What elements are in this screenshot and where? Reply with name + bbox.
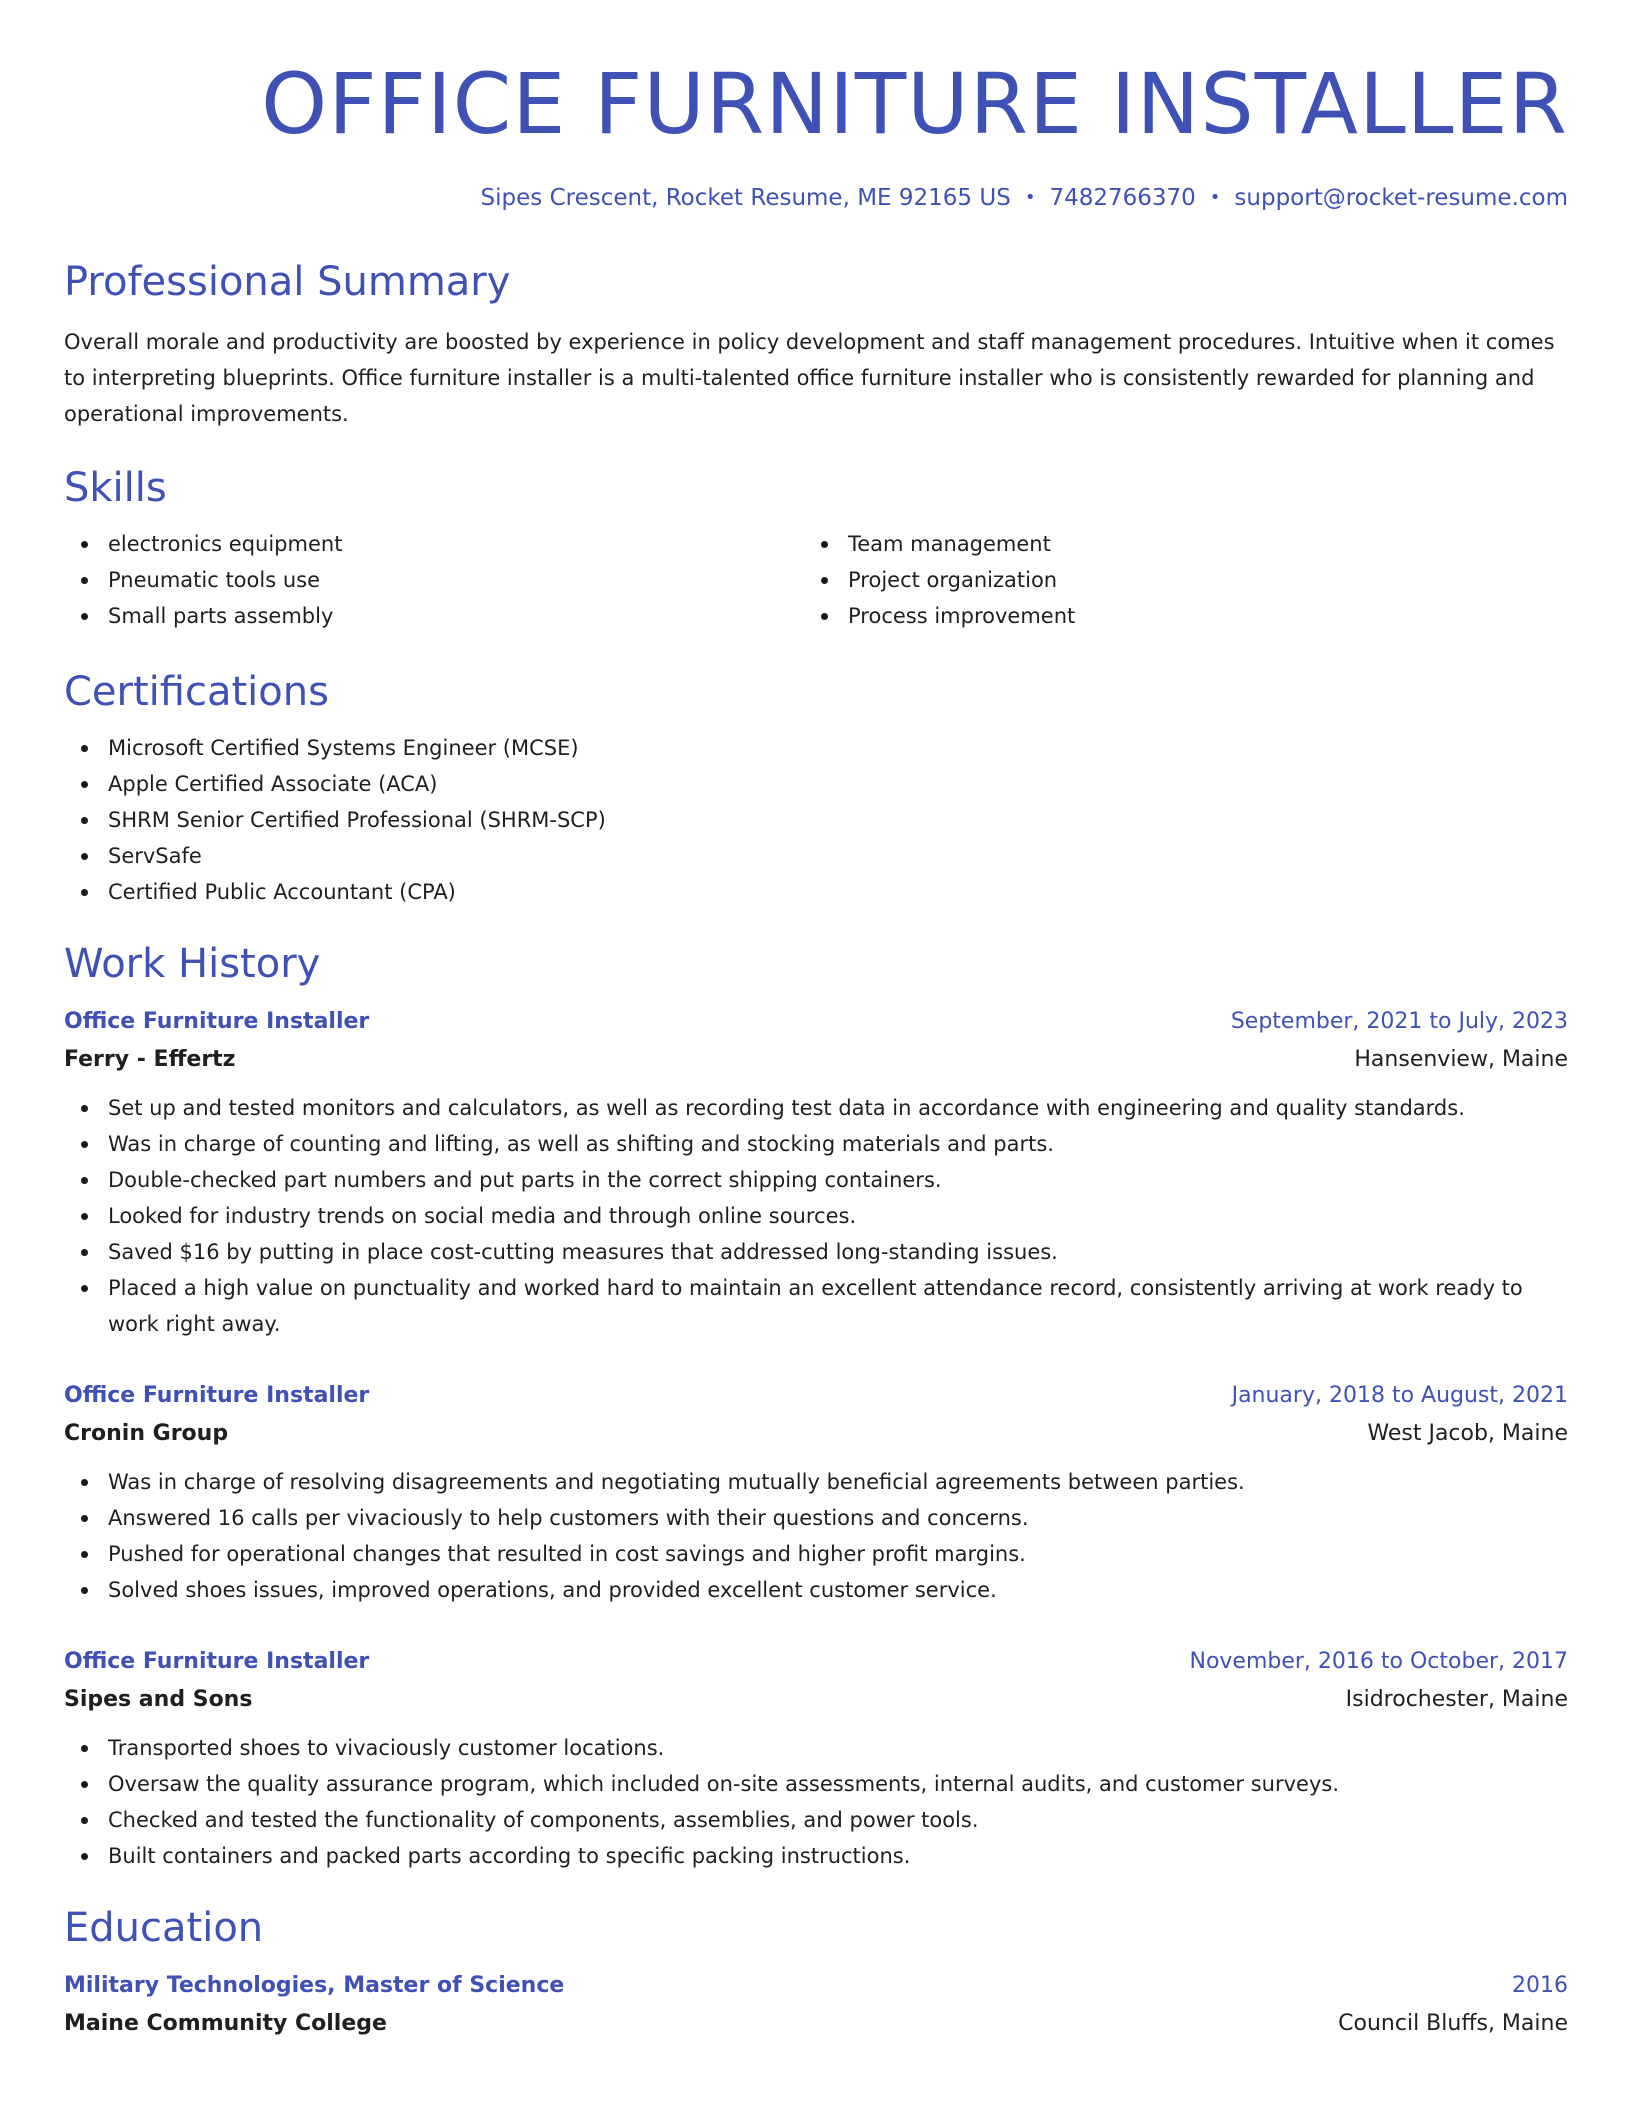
job-dates: January, 2018 to August, 2021 bbox=[1231, 1383, 1568, 1408]
job-bullet: Solved shoes issues, improved operations, and provided excellent customer service. bbox=[64, 1572, 1568, 1608]
job-location: Hansenview, Maine bbox=[1354, 1047, 1568, 1072]
job-title: Office Furniture Installer bbox=[64, 1649, 370, 1674]
contact-line bbox=[64, 182, 1568, 214]
job-bullet: Looked for industry trends on social media and through online sources. bbox=[64, 1198, 1568, 1234]
education-school: Maine Community College bbox=[64, 2011, 387, 2036]
job-bullet: Was in charge of counting and lifting, as well as shifting and stocking materials and parts. bbox=[64, 1126, 1568, 1162]
contact-address: Sipes Crescent, Rocket Resume, ME 92165 US bbox=[480, 185, 1011, 211]
job-company: Cronin Group bbox=[64, 1421, 229, 1446]
summary-section-title: Professional Summary bbox=[64, 259, 511, 305]
skills-column-right bbox=[804, 526, 1544, 634]
education-degree: Military Technologies, Master of Science bbox=[64, 1973, 565, 1998]
job-header-row bbox=[64, 1644, 1568, 1680]
certification-item: ServSafe bbox=[64, 838, 1568, 874]
job-bullet: Checked and tested the functionality of components, assemblies, and power tools. bbox=[64, 1802, 1568, 1838]
skill-item: Project organization bbox=[804, 562, 1544, 598]
education-header-row bbox=[64, 1968, 1568, 2004]
certification-item: Certified Public Accountant (CPA) bbox=[64, 874, 1568, 910]
certifications-list bbox=[64, 730, 1568, 910]
certifications-section-title: Certifications bbox=[64, 669, 329, 715]
job-header-row bbox=[64, 1378, 1568, 1414]
job-title: Office Furniture Installer bbox=[64, 1009, 370, 1034]
contact-separator: • bbox=[1024, 187, 1036, 208]
contact-email[interactable]: support@rocket-resume.com bbox=[1234, 185, 1568, 211]
job-company-row bbox=[64, 1040, 1568, 1080]
job-entry bbox=[64, 1644, 1568, 1874]
job-company: Ferry - Effertz bbox=[64, 1047, 236, 1072]
job-bullet: Oversaw the quality assurance program, which included on-site assessments, internal audits, and customer surveys. bbox=[64, 1766, 1568, 1802]
education-section-title: Education bbox=[64, 1905, 264, 1951]
certification-item: Apple Certified Associate (ACA) bbox=[64, 766, 1568, 802]
job-bullet: Double-checked part numbers and put parts in the correct shipping containers. bbox=[64, 1162, 1568, 1198]
certification-item: SHRM Senior Certified Professional (SHRM-SCP) bbox=[64, 802, 1568, 838]
skill-item: Team management bbox=[804, 526, 1544, 562]
job-company: Sipes and Sons bbox=[64, 1687, 253, 1712]
skill-item: electronics equipment bbox=[64, 526, 804, 562]
job-entry bbox=[64, 1004, 1568, 1342]
job-dates: September, 2021 to July, 2023 bbox=[1230, 1009, 1568, 1034]
education-school-row bbox=[64, 2004, 1568, 2044]
job-bullet: Built containers and packed parts according to specific packing instructions. bbox=[64, 1838, 1568, 1874]
skill-item: Small parts assembly bbox=[64, 598, 804, 634]
work-history-section-title: Work History bbox=[64, 941, 321, 987]
job-title: Office Furniture Installer bbox=[64, 1383, 370, 1408]
skill-item: Pneumatic tools use bbox=[64, 562, 804, 598]
job-company-row bbox=[64, 1680, 1568, 1720]
contact-separator: • bbox=[1209, 187, 1221, 208]
summary-text: Overall morale and productivity are boosted by experience in policy development and staff management procedures. Intuitive when it comes to interpreting blueprints. Office furniture installer is a multi-talented office furniture installer who is consistently rewarded for planning and operational improvements. bbox=[64, 330, 1555, 426]
job-header-row bbox=[64, 1004, 1568, 1040]
job-bullet: Was in charge of resolving disagreements and negotiating mutually beneficial agreements between parties. bbox=[64, 1464, 1568, 1500]
job-bullets bbox=[64, 1090, 1568, 1342]
job-bullet: Pushed for operational changes that resulted in cost savings and higher profit margins. bbox=[64, 1536, 1568, 1572]
job-bullet: Placed a high value on punctuality and worked hard to maintain an excellent attendance record, consistently arriving at work ready to work right away. bbox=[64, 1270, 1568, 1342]
skills-grid bbox=[64, 526, 1568, 634]
skills-column-left bbox=[64, 526, 804, 634]
education-location: Council Bluffs, Maine bbox=[1338, 2011, 1568, 2036]
skills-section-title: Skills bbox=[64, 465, 167, 511]
skill-item: Process improvement bbox=[804, 598, 1544, 634]
job-location: West Jacob, Maine bbox=[1367, 1421, 1568, 1446]
job-company-row bbox=[64, 1414, 1568, 1454]
contact-phone: 7482766370 bbox=[1049, 185, 1196, 211]
job-bullets bbox=[64, 1730, 1568, 1874]
job-bullets bbox=[64, 1464, 1568, 1608]
job-entry bbox=[64, 1378, 1568, 1608]
job-dates: November, 2016 to October, 2017 bbox=[1189, 1649, 1568, 1674]
job-bullet: Saved $16 by putting in place cost-cutting measures that addressed long-standing issues. bbox=[64, 1234, 1568, 1270]
resume-name-heading: OFFICE FURNITURE INSTALLER bbox=[261, 55, 1568, 153]
job-bullet: Transported shoes to vivaciously customer locations. bbox=[64, 1730, 1568, 1766]
job-bullet: Answered 16 calls per vivaciously to help customers with their questions and concerns. bbox=[64, 1500, 1568, 1536]
job-bullet: Set up and tested monitors and calculators, as well as recording test data in accordance with engineering and quality standards. bbox=[64, 1090, 1568, 1126]
education-year: 2016 bbox=[1512, 1973, 1568, 1998]
education-entry bbox=[64, 1968, 1568, 2044]
job-location: Isidrochester, Maine bbox=[1345, 1687, 1568, 1712]
certification-item: Microsoft Certified Systems Engineer (MCSE) bbox=[64, 730, 1568, 766]
